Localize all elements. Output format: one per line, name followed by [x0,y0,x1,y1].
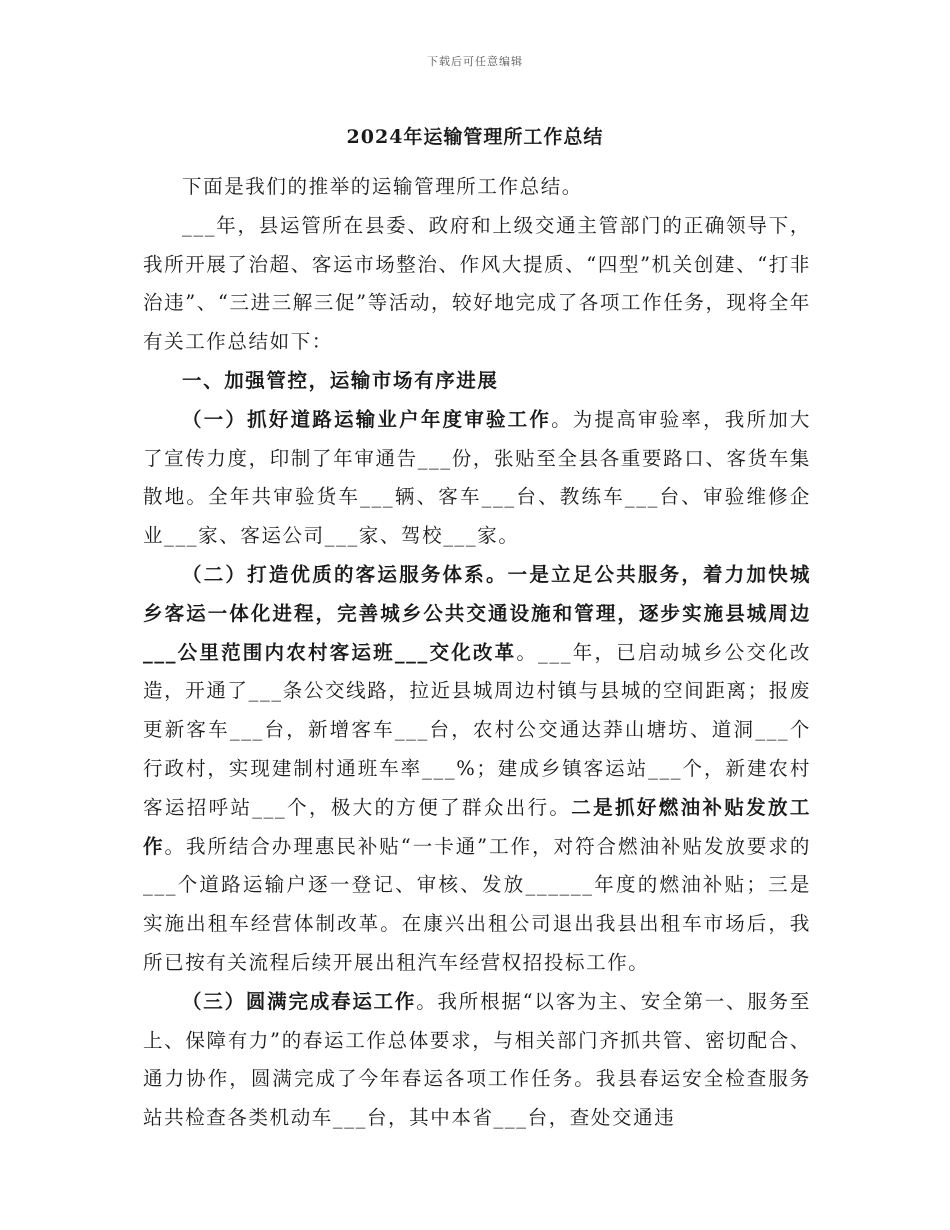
paragraph-fuel-subsidy-text: 。我所结合办理惠民补贴“一卡通”工作，对符合燃油补贴发放要求的___个道路运输户逐一登记、审核、发放______年度的燃油补贴；三是实施出租车经营体制改革。在康兴出租公司退出我县出租车市场后，我所已按有关流程后续开展出租汽车经营权招投标工作。 [143,834,811,974]
paragraph-passenger-lead: （二）打造优质的客运服务体系。一是立足公共服务，着力加快城乡客运一体化进程，完善城乡公共交通设施和管理，逐步实施县城周边___公里范围内农村客运班___交化改革 [143,562,811,664]
header-note: 下载后可任意编辑 [427,55,523,68]
paragraph-spring-lead: （三）圆满完成春运工作 [182,989,417,1013]
paragraph-passenger-service [143,556,811,983]
paragraph-passenger-text: 。___年，已启动城乡公交化改造，开通了___条公交线路，拉近县城周边村镇与县城的空间距离；报废更新客车___台，新增客车___台，农村公交通达莽山塘坊、道洞___个行政村，实现建制村通班车率___%；建成乡镇客运站___个，新建农村客运招呼站___个，极大的方便了群众出行。 [143,640,811,819]
section-heading-1: 一、加强管控，运输市场有序进展 [182,368,499,392]
paragraph-spring-text: 。我所根据“以客为主、安全第一、服务至上、保障有力”的春运工作总体要求，与相关部门齐抓共管、密切配合、通力协作，圆满完成了今年春运各项工作任务。我县春运安全检查服务站共检查各类机动车___台，其中本省___台，查处交通违 [143,989,811,1130]
document-title: 2024年运输管理所工作总结 [346,126,604,148]
paragraph-spring-festival [143,983,811,1138]
paragraph-intro: 下面是我们的推举的运输管理所工作总结。 [182,175,583,198]
paragraph-audit-lead: （一）抓好道路运输业户年度审验工作 [182,407,552,431]
paragraph-audit-text: 。为提高审验率，我所加大了宣传力度，印制了年审通告___份，张贴至全县各重要路口、客货车集散地。全年共审验货车___辆、客车___台、教练车___台、审验维修企业___家、客运公司___家、驾校___家。 [143,407,812,548]
paragraph-overview: ___年，县运管所在县委、政府和上级交通主管部门的正确领导下，我所开展了治超、客运市场整治、作风大提质、“四型”机关创建、“打非治违”、“三进三解三促”等活动，较好地完成了各项工作任务，现将全年有关工作总结如下： [143,213,811,354]
paragraph-audit [143,401,811,556]
document-body [143,168,811,1138]
paragraph-fuel-subsidy-lead: 二是抓好燃油补贴发放工作 [143,795,811,858]
